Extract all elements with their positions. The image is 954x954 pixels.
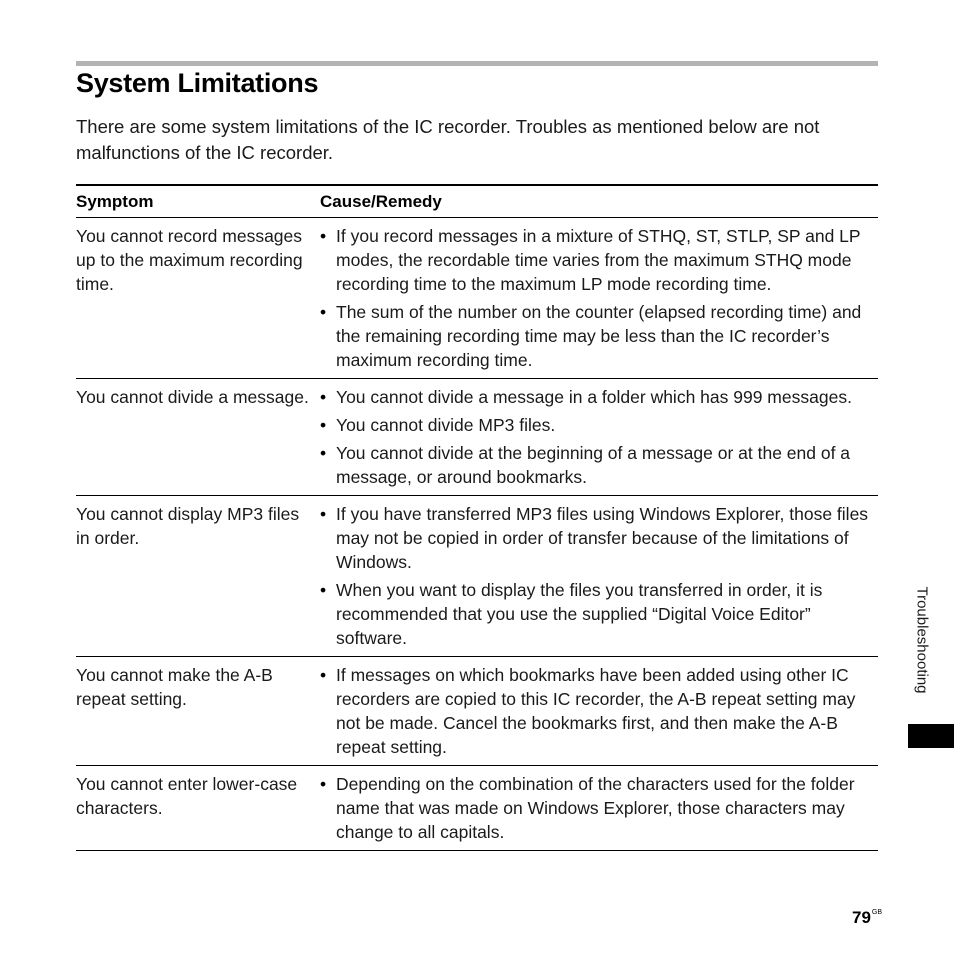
intro-paragraph: There are some system limitations of the IC recorder. Troubles as mentioned below are not malfunctions of the IC recorder.	[76, 116, 820, 163]
remedy-cell	[320, 496, 878, 657]
table-row	[76, 766, 878, 851]
remedy-item: • If messages on which bookmarks have been added using other IC recorders are copied to this IC recorder, the A-B repeat setting may not be made. Cancel the bookmarks first, and then make the A-B repeat setting.	[320, 663, 878, 759]
page-title: System Limitations	[76, 68, 319, 98]
table-row	[76, 657, 878, 766]
remedy-list	[320, 502, 878, 650]
table-row	[76, 218, 878, 379]
remedy-list	[320, 772, 878, 844]
table-header-row	[76, 185, 878, 218]
page-number-suffix: GB	[871, 909, 883, 916]
symptom-cell: You cannot divide a message.	[76, 379, 320, 496]
remedy-list	[320, 224, 878, 372]
remedy-item: • When you want to display the files you transferred in order, it is recommended that you use the supplied “Digital Voice Editor” software.	[320, 578, 878, 650]
remedy-item: • If you have transferred MP3 files using Windows Explorer, those files may not be copied in order of transfer because of the limitations of Windows.	[320, 502, 878, 574]
remedy-item: • Depending on the combination of the characters used for the folder name that was made on Windows Explorer, those characters may change to all capitals.	[320, 772, 878, 844]
table-body	[76, 218, 878, 851]
remedy-cell	[320, 657, 878, 766]
remedy-cell	[320, 766, 878, 851]
symptom-cell: You cannot make the A-B repeat setting.	[76, 657, 320, 766]
table-row	[76, 496, 878, 657]
limitations-table	[76, 184, 878, 851]
remedy-item: • You cannot divide at the beginning of a message or at the end of a message, or around bookmarks.	[320, 441, 878, 489]
remedy-cell	[320, 379, 878, 496]
remedy-cell	[320, 218, 878, 379]
symptom-cell: You cannot record messages up to the maximum recording time.	[76, 218, 320, 379]
page-number-value: 79	[852, 908, 871, 927]
section-tab-label: Troubleshooting	[913, 586, 931, 694]
remedy-item: • The sum of the number on the counter (elapsed recording time) and the remaining recording time may be less than the IC recorder’s maximum recording time.	[320, 300, 878, 372]
table-row	[76, 379, 878, 496]
page-number	[852, 908, 882, 928]
remedy-item: • You cannot divide MP3 files.	[320, 413, 878, 437]
remedy-item: • If you record messages in a mixture of STHQ, ST, STLP, SP and LP modes, the recordable time varies from the maximum STHQ mode recording time to the maximum LP mode recording time.	[320, 224, 878, 296]
remedy-item: • You cannot divide a message in a folder which has 999 messages.	[320, 385, 878, 409]
symptom-header: Symptom	[76, 185, 320, 218]
symptom-cell: You cannot display MP3 files in order.	[76, 496, 320, 657]
symptom-cell: You cannot enter lower-case characters.	[76, 766, 320, 851]
remedy-list	[320, 663, 878, 759]
remedy-header: Cause/Remedy	[320, 185, 878, 218]
section-tab-marker	[908, 724, 954, 748]
remedy-list	[320, 385, 878, 489]
